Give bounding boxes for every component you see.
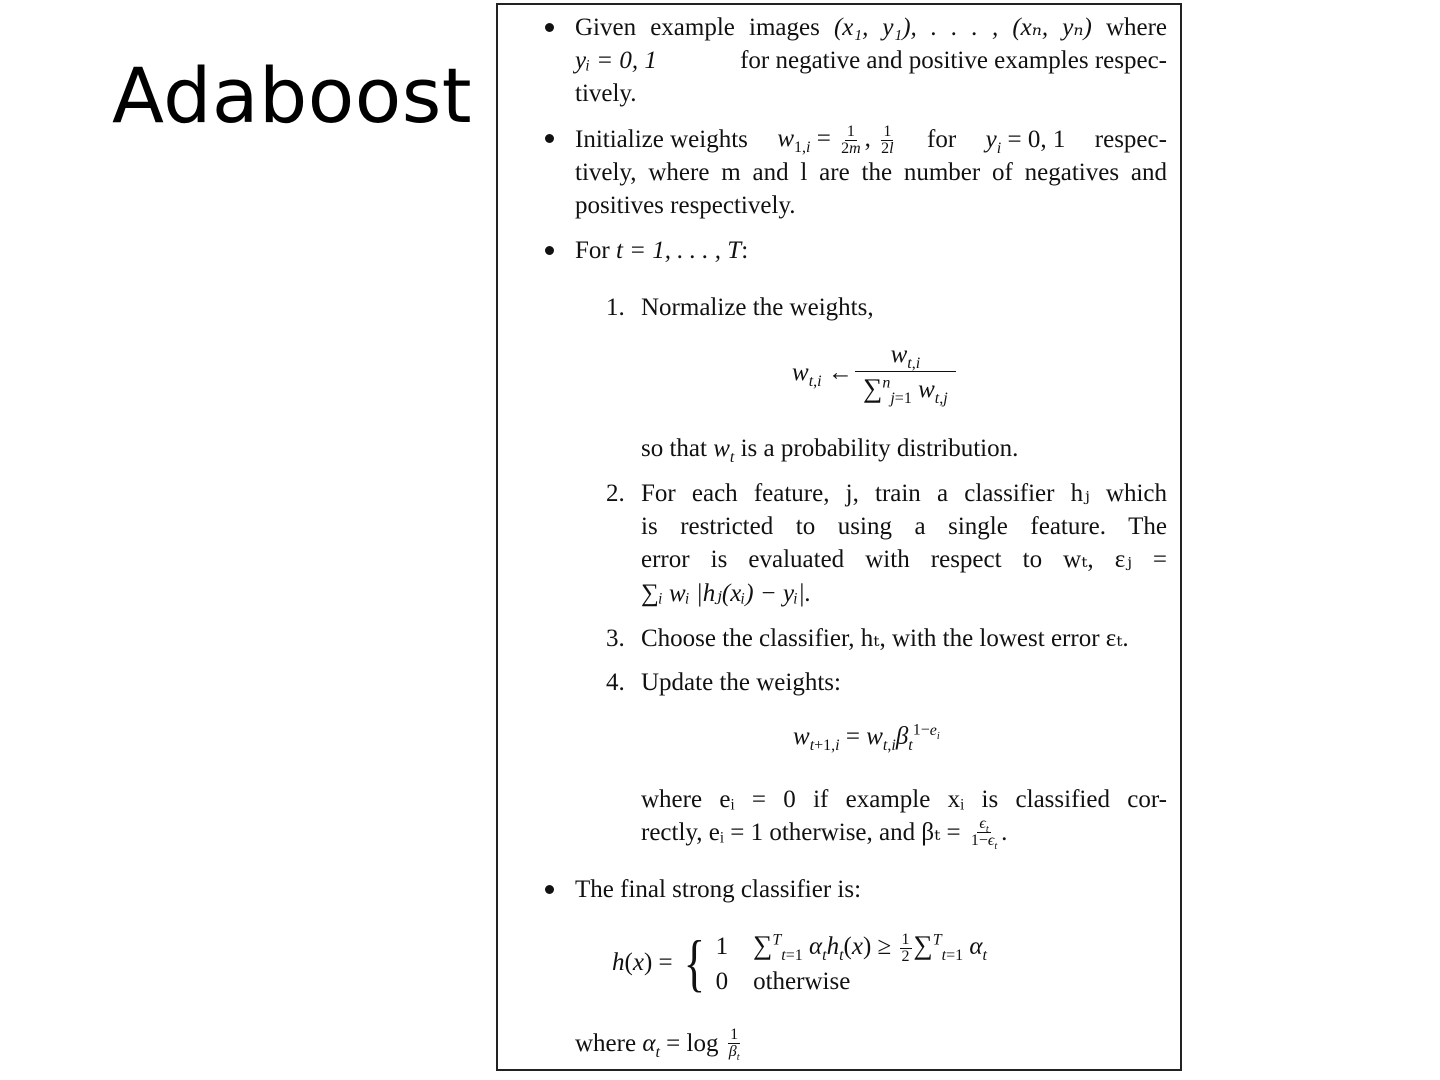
bullet-dot: [545, 885, 554, 894]
otherwise-text: otherwise: [753, 967, 851, 995]
step1-number: 1.: [606, 294, 625, 321]
bullet-dot: [545, 246, 554, 255]
bullet1-math: (x₁, y₁), . . . , (xₙ, yₙ): [833, 14, 1092, 41]
bullet2-line2: tively, where m and l are the number of negatives and: [575, 159, 1167, 186]
step4-after2: rectly, eᵢ = 1 otherwise, and βₜ = $\frac{\epsilon_t}{1-\epsilon_t}$ .: [641, 815, 1008, 853]
bullet1-line3: tively.: [575, 80, 637, 107]
bullet2-line3: positives respectively.: [575, 192, 796, 219]
step4-after1: where eᵢ = 0 if example xᵢ is classified cor-: [641, 786, 1167, 813]
slide-title: Adaboost: [112, 51, 473, 140]
log-text: log: [686, 1030, 719, 1057]
classifier-equation: h(x) = { 1 ∑$^T_{t=1}$ $\alpha_th_t(x)$ ≥ $\frac{1}{2}$ ∑$^T_{t=1}$ $\alpha_t$ 0 otherwise: [612, 927, 987, 999]
bullet2-y-math: $y_i = 0$, 1: [985, 125, 1066, 157]
bullet1-text-c: for negative and positive examples respec-: [740, 47, 1167, 74]
bullet2-text-b: for: [927, 125, 957, 153]
step4-number: 4.: [606, 669, 625, 696]
bullet1-text-b: where: [1105, 14, 1168, 41]
step4-text: Update the weights:: [641, 669, 841, 696]
bullet1-line1: [575, 11, 1167, 44]
bullet2-line1: [575, 122, 1167, 157]
bullet2-weights-math: $w_{1,i}$ = $\frac{1}{2m}$ , $\frac{1}{2l}$: [777, 122, 894, 157]
step1-text: Normalize the weights,: [641, 294, 874, 321]
bullet3-math: t = 1, . . . , T: [615, 237, 742, 264]
bullet3-text-a: For: [575, 237, 610, 264]
step2-line2: is restricted to using a single feature. The: [641, 513, 1167, 540]
where-text: where: [575, 1030, 637, 1057]
algorithm-box: [496, 3, 1182, 1071]
bullet-dot: [545, 134, 554, 143]
bullet2-text-a: Initialize weights: [575, 125, 748, 153]
normalize-equation: $w_{t,i}$ ← $\frac{w_{t,i}}{\sum^n_{j=1} w_{t,j}}$: [792, 339, 952, 406]
step2-line1: For each feature, j, train a classifier hⱼ which: [641, 480, 1167, 507]
bullet-dot: [545, 23, 554, 32]
bullet2-text-c: respec-: [1094, 125, 1167, 153]
step4-after2-text: rectly, eᵢ = 1 otherwise, and βₜ =: [641, 819, 961, 846]
bullet4-text: The final strong classifier is:: [575, 876, 862, 903]
bullet1-line2: [575, 44, 1167, 77]
update-equation: $w_{t+1,i} = w_{t,i}\beta_t^{1-e_i}$: [793, 721, 940, 754]
step1-after-b: is a probability distribution.: [740, 435, 1019, 462]
bullet3-line: [575, 234, 748, 267]
step3-text: Choose the classifier, hₜ, with the lowest error εₜ.: [641, 625, 1129, 652]
step2-line3: error is evaluated with respect to wₜ, εⱼ =: [641, 546, 1167, 573]
bullet1-math2: yᵢ = 0, 1: [575, 47, 657, 74]
bullet1-text-a: Given example images: [575, 14, 820, 41]
alpha-definition: where $\alpha_t$ = log $\frac{1}{\beta_t}$: [575, 1026, 740, 1064]
bullet3-text-b: :: [741, 237, 749, 264]
step1-after: so that $w_t$ is a probability distribution.: [641, 435, 1019, 466]
step2-number: 2.: [606, 480, 625, 507]
step2-line4: ∑ᵢ wᵢ |hⱼ(xᵢ) − yᵢ|.: [641, 580, 812, 607]
step3-number: 3.: [606, 625, 625, 652]
step1-after-a: so that: [641, 435, 707, 462]
